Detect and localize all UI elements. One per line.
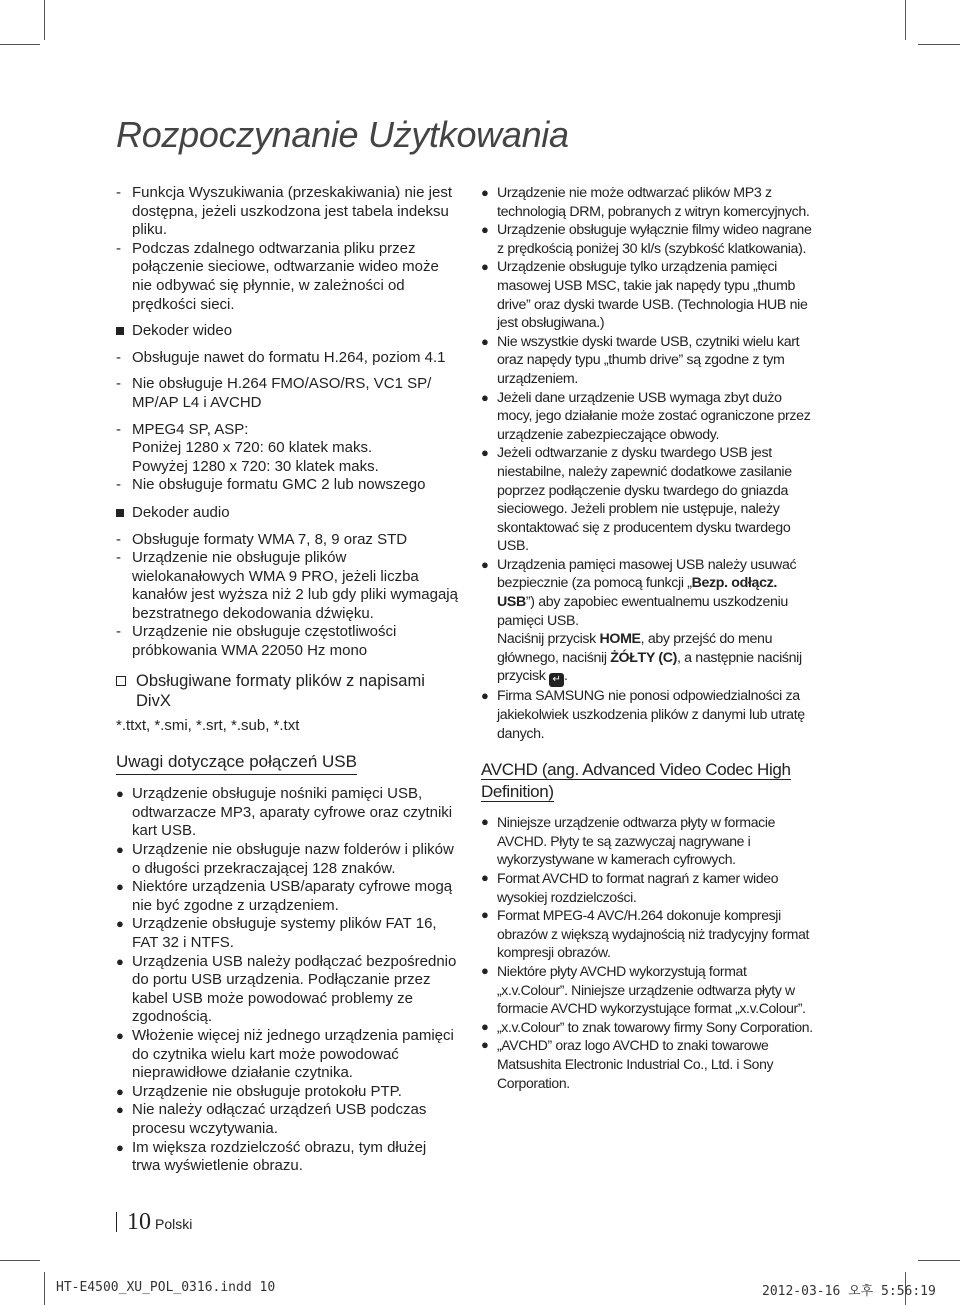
- square-bullet-icon: [116, 327, 124, 335]
- list-item: ● Niniejsze urządzenie odtwarza płyty w formacie AVCHD. Płyty te są zazwyczaj nagrywane i wykorzystywane w kamerach cyfrowych.: [481, 814, 776, 868]
- hollow-square-icon: [116, 676, 126, 686]
- list-item: - MPEG4 SP, ASP:: [116, 420, 249, 438]
- list-item: ● Im większa rozdzielczość obrazu, tym dłużej trwa wyświetlenie obrazu.: [116, 1138, 427, 1175]
- print-timestamp: 2012-03-16 오후 5:56:19: [762, 1284, 936, 1299]
- crop-mark: [918, 44, 960, 45]
- list-item: ● Urządzenia pamięci masowej USB należy usuwać bezpiecznie (za pomocą funkcji „Bezp. odłącz. USB”) aby zapobiec ewentualnemu uszkodzeniu pamięci USB. Naciśnij przycisk HOME, aby przejść do menu głównego, naciśnij ŻÓŁTY (C), a następnie naciśnij przycisk ↵ .: [481, 556, 802, 686]
- list-item: ● Urządzenie nie obsługuje nazw folderów i plików o długości przekraczającej 128 znaków.: [116, 841, 454, 877]
- enter-key-icon: ↵: [549, 673, 564, 687]
- list-item: - Nie obsługuje formatu GMC 2 lub nowszego: [116, 476, 426, 494]
- list-item: ● Jeżeli dane urządzenie USB wymaga zbyt dużo mocy, jego działanie może zostać ograniczone przez urządzenie zabezpieczające obwody.: [481, 389, 811, 443]
- list-item: ● Urządzenia USB należy podłączać bezpośrednio do portu USB urządzenia. Podłączanie przez kabel USB może powodować problemy ze zgodnością.: [116, 952, 457, 1026]
- list-item: ● Format AVCHD to format nagrań z kamer wideo wysokiej rozdzielczości.: [481, 870, 779, 905]
- list-item: ● Urządzenie obsługuje tylko urządzenia pamięci masowej USB MSC, takie jak napędy typu „thumb drive” oraz dyski twarde USB. (Technologia HUB nie jest obsługiwana.): [481, 259, 808, 332]
- list-item: ● Format MPEG-4 AVC/H.264 dokonuje kompresji obrazów z większą wydajnością niż tradycyjny format kompresji obrazów.: [481, 907, 810, 961]
- divider: [116, 1212, 117, 1232]
- crop-mark: [44, 1272, 45, 1305]
- square-bullet-icon: [116, 509, 124, 517]
- list-item: ● Urządzenie obsługuje systemy plików FAT 16, FAT 32 i NTFS.: [116, 915, 437, 951]
- print-file-name: HT-E4500_XU_POL_0316.indd 10: [56, 1280, 276, 1295]
- list-item: ● „x.v.Colour” to znak towarowy firmy Sony Corporation.: [481, 1018, 813, 1035]
- avchd-notes-list: [481, 813, 817, 1092]
- list-item: ● Urządzenie obsługuje nośniki pamięci USB, odtwarzacze MP3, aparaty cyfrowe oraz czytniki kart USB.: [116, 785, 453, 840]
- crop-mark: [0, 44, 40, 45]
- usb-notes-list: [116, 785, 458, 1175]
- list-item: - Obsługuje nawet do formatu H.264, poziom 4.1: [116, 348, 446, 366]
- left-column: [116, 184, 458, 1176]
- section-heading-usb: Uwagi dotyczące połączeń USB: [116, 751, 357, 775]
- usb-notes-list-continued: [481, 184, 817, 556]
- section-heading-video-decoder: Dekoder wideo: [116, 322, 458, 341]
- list-item: - Urządzenie nie obsługuje plików wielokanałowych WMA 9 PRO, jeżeli liczba kanałów jest wyższa niż 2 lub gdy pliki wymagają bezstratnego dekodowania dźwięku.: [116, 549, 458, 622]
- page-footer: [116, 1209, 192, 1236]
- list-item: ● Nie należy odłączać urządzeń USB podczas procesu wczytywania.: [116, 1101, 427, 1137]
- crop-mark: [44, 0, 45, 40]
- list-item: ● Firma SAMSUNG nie ponosi odpowiedzialności za jakiekolwiek uszkodzenia plików z danymi lub utratę danych.: [481, 688, 805, 742]
- list-item: - Podczas zdalnego odtwarzania pliku przez połączenie sieciowe, odtwarzanie wideo może nie odbywać się płynnie, w zależności od prędkości sieci.: [116, 239, 439, 313]
- list-item: ● Urządzenie nie obsługuje protokołu PTP.: [116, 1082, 402, 1100]
- list-item: ● „AVCHD” oraz logo AVCHD to znaki towarowe Matsushita Electronic Industrial Co., Ltd. i Sony Corporation.: [481, 1037, 774, 1091]
- section-heading-avchd: AVCHD (ang. Advanced Video Codec High Definition): [481, 760, 791, 802]
- list-item: ● Jeżeli odtwarzanie z dysku twardego USB jest niestabilne, należy zapewnić dodatkowe zasilanie poprzez podłączenie dysku twardego do gniazda sieciowego. Jeżeli problem nie ustępuje, należy skontaktować się z producentem dysku twardego USB.: [481, 445, 792, 555]
- list-item: ● Włożenie więcej niż jednego urządzenia pamięci do czytnika wielu kart może powodować nieprawidłowe działanie czytnika.: [116, 1026, 454, 1082]
- list-item: - Obsługuje formaty WMA 7, 8, 9 oraz STD: [116, 530, 408, 548]
- crop-mark: [905, 0, 906, 40]
- list-item: ● Urządzenie obsługuje wyłącznie filmy wideo nagrane z prędkością poniżej 30 kl/s (szybkość klatkowania).: [481, 222, 812, 257]
- page-number: 10: [127, 1209, 151, 1235]
- page-title: Rozpoczynanie Użytkowania: [116, 114, 569, 155]
- section-heading-audio-decoder: Dekoder audio: [116, 504, 458, 523]
- list-item: - Funkcja Wyszukiwania (przeskakiwania) nie jest dostępna, jeżeli uszkodzona jest tabela indeksu pliku.: [116, 184, 452, 239]
- sub-line: Poniżej 1280 x 720: 60 klatek maks.: [132, 439, 373, 457]
- list-item: ● Urządzenie nie może odtwarzać plików MP3 z technologią DRM, pobranych z witryn komercyjnych.: [481, 185, 810, 220]
- crop-mark: [918, 1260, 960, 1261]
- list-item: - Nie obsługuje H.264 FMO/ASO/RS, VC1 SP/ MP/AP L4 i AVCHD: [116, 375, 432, 411]
- crop-mark: [0, 1260, 40, 1261]
- sub-line: Powyżej 1280 x 720: 30 klatek maks.: [132, 457, 379, 475]
- section-heading-divx: Obsługiwane formaty plików z napisami DivX: [116, 671, 458, 711]
- list-item: ● Niektóre urządzenia USB/aparaty cyfrowe mogą nie być zgodne z urządzeniem.: [116, 878, 453, 914]
- divx-extensions: *.ttxt, *.smi, *.srt, *.sub, *.txt: [116, 716, 300, 734]
- list-item: - Urządzenie nie obsługuje częstotliwości próbkowania WMA 22050 Hz mono: [116, 623, 397, 660]
- page-language: Polski: [155, 1216, 193, 1232]
- right-column: [481, 184, 817, 1092]
- list-item: ● Nie wszystkie dyski twarde USB, czytniki wielu kart oraz napędy typu „thumb drive” są zgodne z tym urządzeniem.: [481, 333, 800, 387]
- list-item: ● Niektóre płyty AVCHD wykorzystują format „x.v.Colour”. Niniejsze urządzenie odtwarza płyty w formacie AVCHD wykorzystujące format „x.v.Colour”.: [481, 962, 806, 1017]
